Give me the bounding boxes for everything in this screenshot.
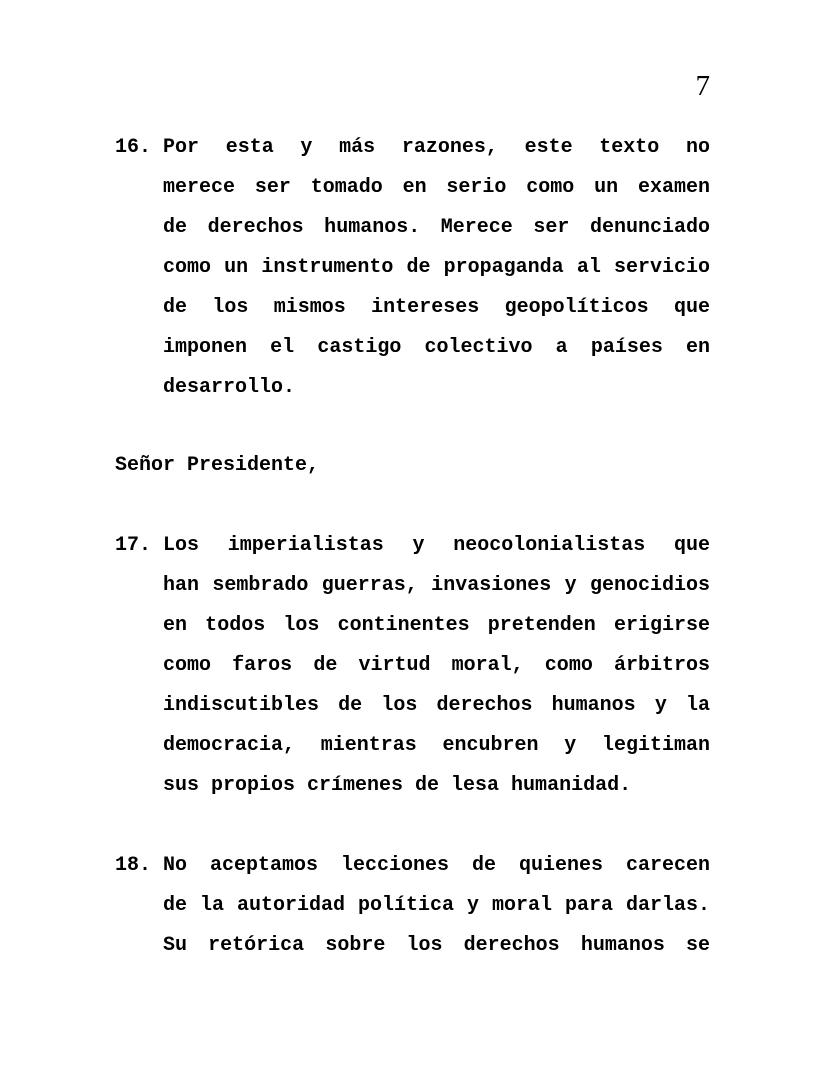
text-line: Por esta y más razones, este texto no [163,136,710,159]
text-line: merece ser tomado en serio como un examen [163,176,710,199]
text-line: Los imperialistas y neocolonialistas que [163,534,710,557]
text-line: imponen el castigo colectivo a países en [163,336,710,359]
paragraph-17 [115,526,710,806]
paragraph-body [163,526,710,806]
salutation: Señor Presidente, [115,454,320,477]
paragraph-number: 16. [115,136,152,159]
text-line: de los mismos intereses geopolíticos que [163,296,710,319]
text-line: democracia, mientras encubren y legitiman [163,734,710,757]
text-line: como un instrumento de propaganda al servicio [163,256,710,279]
text-line: de derechos humanos. Merece ser denunciado [163,216,710,239]
text-line: No aceptamos lecciones de quienes carecen [163,854,710,877]
text-line: desarrollo. [163,376,296,399]
text-line: Su retórica sobre los derechos humanos se [163,934,710,957]
text-line: sus propios crímenes de lesa humanidad. [163,774,632,797]
paragraph-18 [115,846,710,966]
text-line: indiscutibles de los derechos humanos y la [163,694,710,717]
text-line: en todos los continentes pretenden erigirse [163,614,710,637]
text-line: han sembrado guerras, invasiones y genocidios [163,574,710,597]
page-number: 7 [695,70,710,102]
text-line: de la autoridad política y moral para darlas. [163,894,710,917]
text-line: como faros de virtud moral, como árbitros [163,654,710,677]
paragraph-body [163,846,710,966]
paragraph-number: 18. [115,854,152,877]
paragraph-number: 17. [115,534,152,557]
paragraph-body [163,128,710,408]
paragraph-16 [115,128,710,408]
